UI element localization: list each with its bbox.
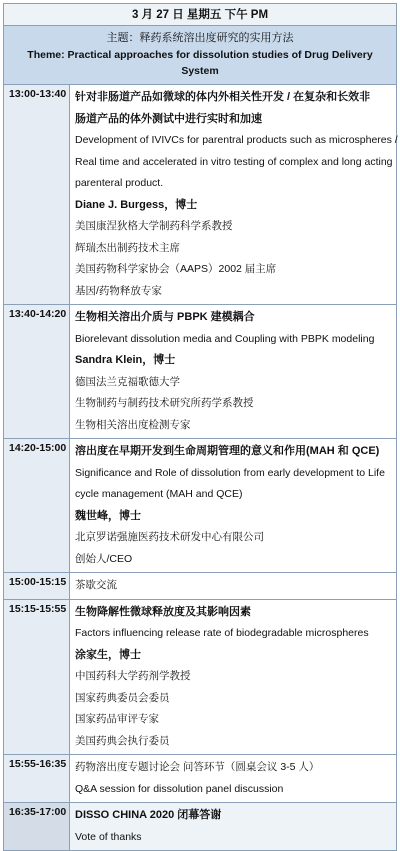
speaker-affiliation: 茶歇交流 bbox=[75, 579, 117, 591]
speaker-affiliation: 创始人/CEO bbox=[75, 552, 133, 565]
speaker-affiliation: 辉瑞杰出制药技术主席 bbox=[75, 241, 180, 254]
speaker-affiliation: 中国药科大学药剂学教授 bbox=[75, 670, 191, 682]
speaker-affiliation: 国家药品审评专家 bbox=[75, 713, 159, 725]
session-content bbox=[70, 755, 396, 802]
session-content bbox=[70, 803, 396, 850]
speaker-affiliation: 德国法兰克福歌德大学 bbox=[75, 375, 180, 388]
session-title-en: Biorelevant dissolution media and Coupling with PBPK modeling bbox=[75, 332, 375, 345]
session-title: 肠道产品的体外测试中进行实时和加速 bbox=[75, 112, 262, 125]
session-content bbox=[70, 305, 396, 438]
session-time: 13:40-14:20 bbox=[4, 305, 70, 438]
speaker-affiliation: 美国药物科学家协会（AAPS）2002 届主席 bbox=[75, 263, 277, 275]
speaker-affiliation: 生物相关溶出度检测专家 bbox=[75, 418, 191, 431]
session-title-en: Real time and accelerated in vitro testing of complex and long acting bbox=[75, 155, 393, 168]
speaker-affiliation: 基因/药物释放专家 bbox=[75, 284, 162, 297]
date-header: 3 月 27 日 星期五 下午 PM bbox=[4, 4, 396, 26]
session-title: 生物相关溶出介质与 PBPK 建模耦合 bbox=[75, 311, 255, 323]
schedule-table bbox=[3, 3, 397, 851]
session-content bbox=[70, 85, 400, 304]
speaker-affiliation: 生物制药与制药技术研究所药学系教授 bbox=[75, 397, 254, 409]
speaker-name: 魏世峰，博士 bbox=[75, 509, 141, 522]
session-row bbox=[4, 600, 396, 756]
session-time: 13:00-13:40 bbox=[4, 85, 70, 304]
session-row bbox=[4, 573, 396, 600]
speaker-affiliation: 美国药典会执行委员 bbox=[75, 734, 170, 747]
session-title: 生物降解性微球释放度及其影响因素 bbox=[75, 605, 251, 618]
speaker-affiliation: 药物溶出度专题讨论会 问答环节（圆桌会议 3-5 人） bbox=[75, 761, 320, 773]
session-title-en: Factors influencing release rate of biodegradable microspheres bbox=[75, 627, 369, 639]
session-time: 15:00-15:15 bbox=[4, 573, 70, 599]
session-title-en: Significance and Role of dissolution from early development to Life bbox=[75, 466, 385, 479]
session-row bbox=[4, 305, 396, 439]
speaker-affiliation: 美国康涅狄格大学制药科学系教授 bbox=[75, 220, 233, 232]
session-title: 溶出度在早期开发到生命周期管理的意义和作用(MAH 和 QCE) bbox=[75, 445, 380, 457]
session-title-en: Development of IVIVCs for parentral products such as microspheres / bbox=[75, 134, 398, 146]
session-title-en: parenteral product. bbox=[75, 177, 164, 189]
session-title-en: cycle management (MAH and QCE) bbox=[75, 488, 243, 500]
theme-title-zh: 主题：释药系统溶出度研究的实用方法 bbox=[106, 32, 294, 44]
session-row bbox=[4, 803, 396, 850]
session-row bbox=[4, 755, 396, 803]
speaker-affiliation: 国家药典委员会委员 bbox=[75, 691, 170, 704]
session-time: 16:35-17:00 bbox=[4, 803, 70, 850]
session-title: DISSO CHINA 2020 闭幕答谢 bbox=[75, 809, 222, 821]
session-content bbox=[70, 573, 396, 599]
session-content bbox=[70, 439, 396, 572]
session-row bbox=[4, 85, 396, 305]
session-row bbox=[4, 439, 396, 573]
speaker-name: 涂家生，博士 bbox=[75, 648, 141, 661]
theme-header bbox=[4, 26, 396, 85]
session-time: 14:20-15:00 bbox=[4, 439, 70, 572]
speaker-name: Sandra Klein，博士 bbox=[75, 354, 176, 366]
speaker-affiliation: Q&A session for dissolution panel discussion bbox=[75, 782, 284, 795]
session-time: 15:55-16:35 bbox=[4, 755, 70, 802]
session-list bbox=[4, 85, 396, 850]
speaker-affiliation: Vote of thanks bbox=[75, 830, 142, 843]
theme-title-en: Theme: Practical approaches for dissolution studies of Drug Delivery System bbox=[27, 49, 373, 77]
speaker-affiliation: 北京罗诺强施医药技术研发中心有限公司 bbox=[75, 531, 264, 543]
session-time: 15:15-15:55 bbox=[4, 600, 70, 755]
speaker-name: Diane J. Burgess，博士 bbox=[75, 198, 198, 211]
session-title: 针对非肠道产品如微球的体内外相关性开发 / 在复杂和长效非 bbox=[75, 91, 371, 103]
session-content bbox=[70, 600, 396, 755]
